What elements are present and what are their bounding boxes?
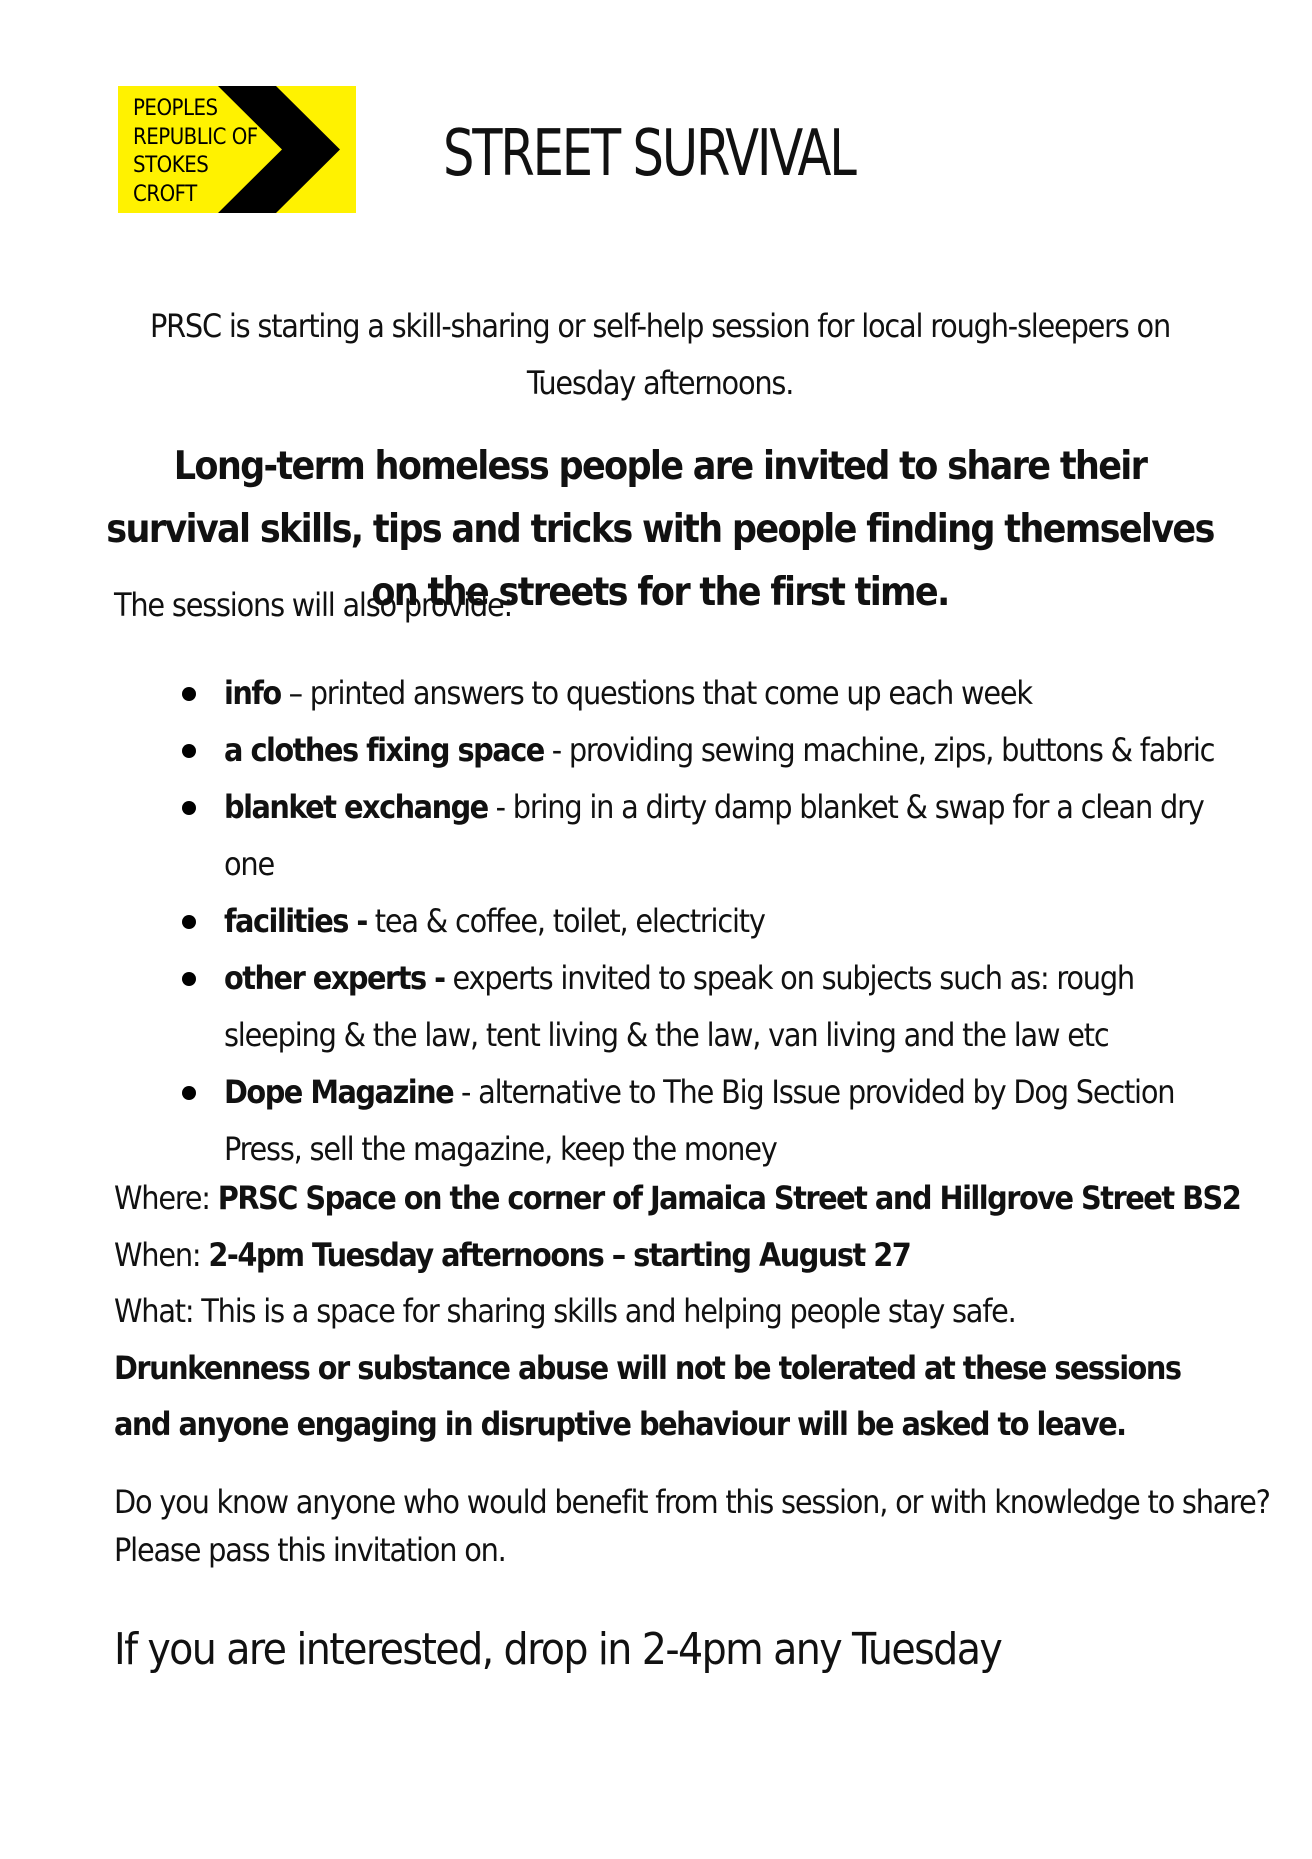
item-label: a clothes fixing space — [224, 731, 544, 769]
where-line — [114, 1170, 1241, 1227]
bullet-icon — [182, 972, 196, 986]
item-label: facilities - — [224, 902, 367, 940]
item-text: tea & coffee, toilet, electricity — [366, 902, 765, 940]
what-line — [114, 1283, 1234, 1340]
what-label: What: — [114, 1292, 202, 1330]
bullet-icon — [182, 744, 196, 758]
pass-on-question: Do you know anyone who would benefit from this session, or with knowledge to share? — [114, 1483, 1270, 1521]
item-text: - bring in a dirty damp blanket & swap for a clean dry one — [224, 788, 1204, 883]
call-to-action: If you are interested, drop in 2-4pm any Tuesday — [114, 1624, 1002, 1675]
pass-on-request: Please pass this invitation on. — [114, 1531, 506, 1569]
item-label: blanket exchange — [224, 788, 488, 826]
when-label: When: — [114, 1235, 209, 1274]
item-label: other experts - — [224, 959, 445, 997]
logo-line: PEOPLES — [133, 96, 218, 121]
bullet-icon — [182, 801, 196, 815]
list-item — [182, 893, 1222, 950]
what-value: This is a space for sharing skills and helping people stay safe. — [201, 1292, 1016, 1330]
item-text: - providing sewing machine, zips, buttons & fabric — [543, 731, 1215, 769]
item-label: info — [224, 674, 281, 712]
where-value: PRSC Space on the corner of Jamaica Street and Hillgrove Street BS2 — [217, 1179, 1241, 1217]
lead-paragraph: Long-term homeless people are invited to share their survival skills, tips and tricks with people finding themselves on the streets for the first time. — [106, 444, 1214, 615]
logo-line: CROFT — [133, 181, 197, 207]
provide-intro: The sessions will also provide: — [114, 586, 513, 624]
logo-line: STOKES — [133, 153, 209, 178]
item-label: Dope Magazine — [224, 1073, 454, 1111]
when-line — [114, 1227, 1234, 1284]
list-item — [182, 722, 1222, 779]
where-label: Where: — [114, 1179, 218, 1217]
logo-line: REPUBLIC OF — [133, 124, 258, 150]
conduct-warning: Drunkenness or substance abuse will not be tolerated at these sessions and anyone engaging in disruptive behaviour will be asked to leave. — [114, 1348, 1181, 1443]
list-item — [182, 1064, 1222, 1178]
logo-text — [133, 95, 258, 209]
when-value: 2-4pm Tuesday afternoons – starting August 27 — [208, 1235, 911, 1274]
pass-on-paragraph — [114, 1478, 1270, 1574]
list-item — [182, 665, 1222, 722]
bullet-icon — [182, 1086, 196, 1100]
item-text: - alternative to The Big Issue provided by Dog Section Press, sell the magazine, keep the money — [224, 1073, 1175, 1168]
list-item — [182, 950, 1222, 1064]
bullet-icon — [182, 687, 196, 701]
bullet-icon — [182, 915, 196, 929]
intro-paragraph: PRSC is starting a skill-sharing or self-help session for local rough-sleepers on Tuesday afternoons. — [149, 307, 1171, 402]
prsc-logo — [118, 86, 356, 213]
page-title: STREET SURVIVAL — [443, 117, 855, 191]
item-text: – printed answers to questions that come up each week — [280, 674, 1032, 712]
provisions-list — [182, 665, 1222, 1178]
session-details — [114, 1170, 1241, 1453]
list-item — [182, 779, 1222, 893]
item-text: experts invited to speak on subjects such as: rough sleeping & the law, tent living & the law, van living and the law etc — [224, 959, 1134, 1054]
